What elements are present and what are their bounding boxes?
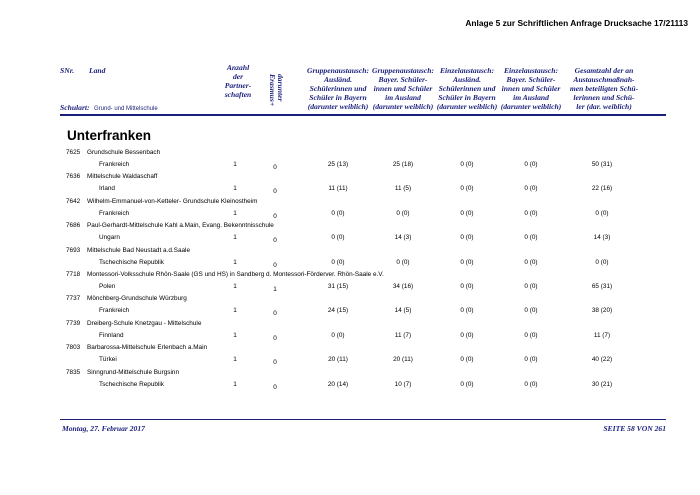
header-col2-line: innen und Schüler: [373, 84, 433, 93]
cell-country: Tschechische Republik: [99, 258, 165, 266]
school-name-row: [0, 271, 700, 283]
cell-anzahl: 1: [233, 234, 237, 242]
cell-v4: 0 (0): [524, 283, 538, 290]
school-name-row: [0, 198, 700, 210]
cell-v1: 0 (0): [331, 209, 345, 217]
cell-v3: 0 (0): [460, 380, 474, 388]
header-anzahl-line: Partner-: [224, 81, 252, 90]
cell-name: Paul-Gerhardt-Mittelschule Kahl a.Main, Evang. Bekenntnisschule: [87, 222, 274, 230]
header-erasmus-text: darunter Erasmus+: [268, 74, 285, 107]
cell-name: Montessori-Volksschule Rhön-Saale (GS und HS) in Sandberg d. Montessori-Förderver. Rhön-Saale e.V.: [87, 271, 384, 278]
cell-country: Frankreich: [99, 161, 130, 168]
schulart-value: Grund- und Mittelschule: [94, 106, 158, 112]
cell-v1: 11 (11): [328, 185, 348, 193]
header-anzahl-line: schaften: [224, 90, 252, 99]
cell-name: Mittelschule Waldaschaff: [87, 173, 158, 181]
cell-country: Irland: [99, 185, 115, 193]
header-divider: [60, 114, 666, 116]
school-name-row: [0, 344, 700, 356]
table-row: [0, 161, 700, 173]
cell-erasmus: 0: [273, 359, 277, 367]
header-col1-line: Schüler in Bayern: [309, 93, 367, 102]
cell-country: Türkei: [99, 356, 117, 364]
header-col3: [434, 66, 500, 111]
cell-v2: 0 (0): [396, 258, 410, 266]
school-name-row: [0, 369, 700, 381]
cell-snr: 7686: [66, 222, 81, 230]
header-col3-line: Schüler in Bayern: [438, 93, 496, 102]
header-col1-line: (darunter weiblich): [307, 102, 369, 111]
cell-erasmus: 1: [273, 286, 277, 293]
cell-anzahl: 1: [233, 380, 237, 388]
table-row: [0, 234, 700, 246]
cell-anzahl: 1: [233, 356, 237, 364]
cell-v2: 25 (18): [392, 161, 414, 168]
header-col4-line: Einzelaustausch:: [503, 66, 559, 75]
header-col4-line: Bayer. Schüler-: [506, 75, 556, 84]
table-row: [0, 307, 700, 319]
cell-name: Mittelschule Bad Neustadt a.d.Saale: [87, 246, 191, 254]
cell-v5: 22 (16): [591, 185, 613, 193]
cell-v3: 0 (0): [460, 283, 474, 290]
header-col3-line: (darunter weiblich): [436, 102, 498, 111]
cell-erasmus: 0: [273, 164, 277, 171]
header-col4-line: innen und Schüler: [501, 84, 561, 93]
cell-v2: 34 (16): [392, 283, 414, 290]
cell-v1: 0 (0): [331, 258, 345, 266]
table-row: [0, 356, 700, 368]
cell-snr: 7803: [66, 344, 81, 352]
header-col5: [564, 66, 644, 111]
cell-v2: 0 (0): [396, 209, 410, 217]
cell-v5: 65 (31): [591, 283, 613, 290]
cell-v5: 0 (0): [595, 258, 609, 266]
cell-v4: 0 (0): [524, 234, 538, 242]
header-land: Land: [89, 66, 106, 75]
cell-v2: 20 (11): [393, 356, 413, 364]
cell-snr: 7718: [66, 271, 81, 278]
cell-v4: 0 (0): [524, 161, 538, 168]
header-col2-line: (darunter weiblich): [372, 102, 434, 111]
cell-snr: 7693: [66, 246, 81, 254]
cell-v3: 0 (0): [460, 161, 474, 168]
cell-v2: 14 (5): [394, 307, 412, 315]
school-name-row: [0, 295, 700, 307]
cell-anzahl: 1: [233, 258, 237, 266]
header-col5-line: men beteiligten Schü-: [569, 84, 639, 93]
cell-v3: 0 (0): [460, 258, 474, 266]
table-row: [0, 185, 700, 197]
table-row: [0, 332, 700, 344]
cell-erasmus: 0: [273, 188, 277, 196]
cell-v2: 14 (3): [394, 234, 412, 242]
cell-v1: 0 (0): [331, 234, 345, 242]
footer-date: Montag, 27. Februar 2017: [62, 424, 145, 433]
cell-v2: 10 (7): [394, 380, 412, 388]
header-anzahl-line: der: [232, 72, 244, 81]
cell-country: Tschechische Republik: [99, 380, 165, 388]
header-col4: [498, 66, 564, 111]
footer-page-number: SEITE 58 VON 261: [603, 424, 666, 433]
cell-v5: 40 (22): [591, 356, 613, 364]
cell-snr: 7625: [66, 149, 81, 156]
cell-v4: 0 (0): [524, 307, 538, 315]
header-erasmus: [262, 74, 292, 107]
table-row: [0, 210, 700, 222]
cell-v1: 20 (11): [328, 356, 348, 364]
header-col4-line: (darunter weiblich): [500, 102, 562, 111]
cell-erasmus: 0: [273, 310, 277, 318]
cell-name: Wilhelm-Emmanuel-von-Ketteler- Grundschule Kleinostheim: [87, 197, 258, 205]
header-anzahl: [218, 63, 258, 99]
cell-name: Dreiberg-Schule Knetzgau - Mittelschule: [87, 319, 202, 327]
cell-snr: 7835: [66, 368, 81, 376]
school-name-row: [0, 320, 700, 332]
cell-anzahl: 1: [233, 209, 237, 217]
cell-v3: 0 (0): [460, 209, 474, 217]
cell-v5: 11 (7): [593, 331, 611, 339]
header-col3-line: Schülerinnen und: [438, 84, 496, 93]
header-col5-line: Gesamtzahl der an: [574, 66, 634, 75]
cell-erasmus: 0: [273, 334, 277, 342]
region-title: Unterfranken: [67, 128, 152, 143]
cell-erasmus: 0: [273, 261, 277, 269]
cell-v4: 0 (0): [524, 380, 538, 388]
table-row: [0, 259, 700, 271]
cell-anzahl: 1: [233, 283, 237, 290]
table-row: [0, 381, 700, 393]
header-col1-line: Gruppenaustausch:: [306, 66, 370, 75]
schulart-label: Schulart:: [60, 103, 90, 112]
footer-divider: [60, 419, 666, 420]
cell-v1: 31 (15): [327, 283, 349, 290]
cell-v5: 30 (21): [591, 380, 613, 388]
cell-v1: 25 (13): [327, 161, 349, 168]
header-col2-line: Bayer. Schüler-: [378, 75, 428, 84]
cell-name: Mönchberg-Grundschule Würzburg: [87, 295, 187, 303]
header-col1-line: Ausländ.: [323, 75, 353, 84]
cell-name: Barbarossa-Mittelschule Erlenbach a.Main: [87, 344, 208, 352]
cell-country: Polen: [99, 283, 116, 290]
header-anzahl-line: Anzahl: [226, 63, 250, 72]
cell-name: Grundschule Bessenbach: [87, 149, 161, 156]
cell-v3: 0 (0): [460, 185, 474, 193]
cell-v2: 11 (5): [394, 185, 412, 193]
header-col5-line: Austauschmaßnah-: [573, 75, 635, 84]
cell-country: Ungarn: [99, 234, 120, 242]
cell-v4: 0 (0): [524, 356, 538, 364]
cell-v4: 0 (0): [524, 185, 538, 193]
header-col1-line: Schülerinnen und: [309, 84, 367, 93]
cell-v4: 0 (0): [524, 331, 538, 339]
cell-v1: 20 (14): [327, 380, 349, 388]
header-col5-line: lerinnen und Schü-: [573, 93, 635, 102]
table-row: [0, 283, 700, 295]
cell-snr: 7739: [66, 319, 81, 327]
cell-erasmus: 0: [273, 212, 277, 220]
cell-v3: 0 (0): [460, 234, 474, 242]
header-col2: [370, 66, 436, 111]
cell-v3: 0 (0): [460, 307, 474, 315]
cell-snr: 7642: [66, 197, 81, 205]
header-col5-line: ler (dar. weiblich): [576, 102, 632, 111]
header-col3-line: Ausländ.: [452, 75, 482, 84]
header-schulart: [60, 97, 158, 115]
school-name-row: [0, 173, 700, 185]
cell-v3: 0 (0): [460, 356, 474, 364]
cell-country: Frankreich: [99, 307, 130, 315]
cell-v1: 0 (0): [331, 331, 345, 339]
cell-v4: 0 (0): [524, 209, 538, 217]
cell-v5: 14 (3): [593, 234, 611, 242]
cell-v5: 38 (20): [591, 307, 613, 315]
cell-anzahl: 1: [233, 307, 237, 315]
cell-erasmus: 0: [273, 383, 277, 391]
cell-v4: 0 (0): [524, 258, 538, 266]
cell-erasmus: 0: [273, 237, 277, 245]
cell-anzahl: 1: [233, 331, 237, 339]
cell-country: Frankreich: [99, 209, 130, 217]
cell-v1: 24 (15): [327, 307, 349, 315]
cell-country: Finnland: [99, 331, 124, 339]
document-reference: Anlage 5 zur Schriftlichen Anfrage Drucksache 17/21113: [465, 18, 688, 28]
header-col4-line: im Ausland: [513, 93, 549, 102]
cell-v2: 11 (7): [394, 331, 412, 339]
cell-v3: 0 (0): [460, 331, 474, 339]
school-name-row: [0, 222, 700, 234]
cell-anzahl: 1: [233, 185, 237, 193]
cell-name: Sinngrund-Mittelschule Burgsinn: [87, 368, 180, 376]
header-col1: [304, 66, 372, 111]
cell-snr: 7737: [66, 295, 81, 303]
header-col3-line: Einzelaustausch:: [439, 66, 495, 75]
header-col2-line: Gruppenaustausch:: [371, 66, 435, 75]
cell-v5: 50 (31): [591, 161, 613, 168]
header-col2-line: im Ausland: [385, 93, 421, 102]
school-name-row: [0, 247, 700, 259]
header-snr: SNr.: [60, 66, 75, 75]
school-name-row: [0, 149, 700, 161]
cell-v5: 0 (0): [595, 209, 609, 217]
cell-anzahl: 1: [233, 161, 237, 168]
cell-snr: 7636: [66, 173, 81, 181]
